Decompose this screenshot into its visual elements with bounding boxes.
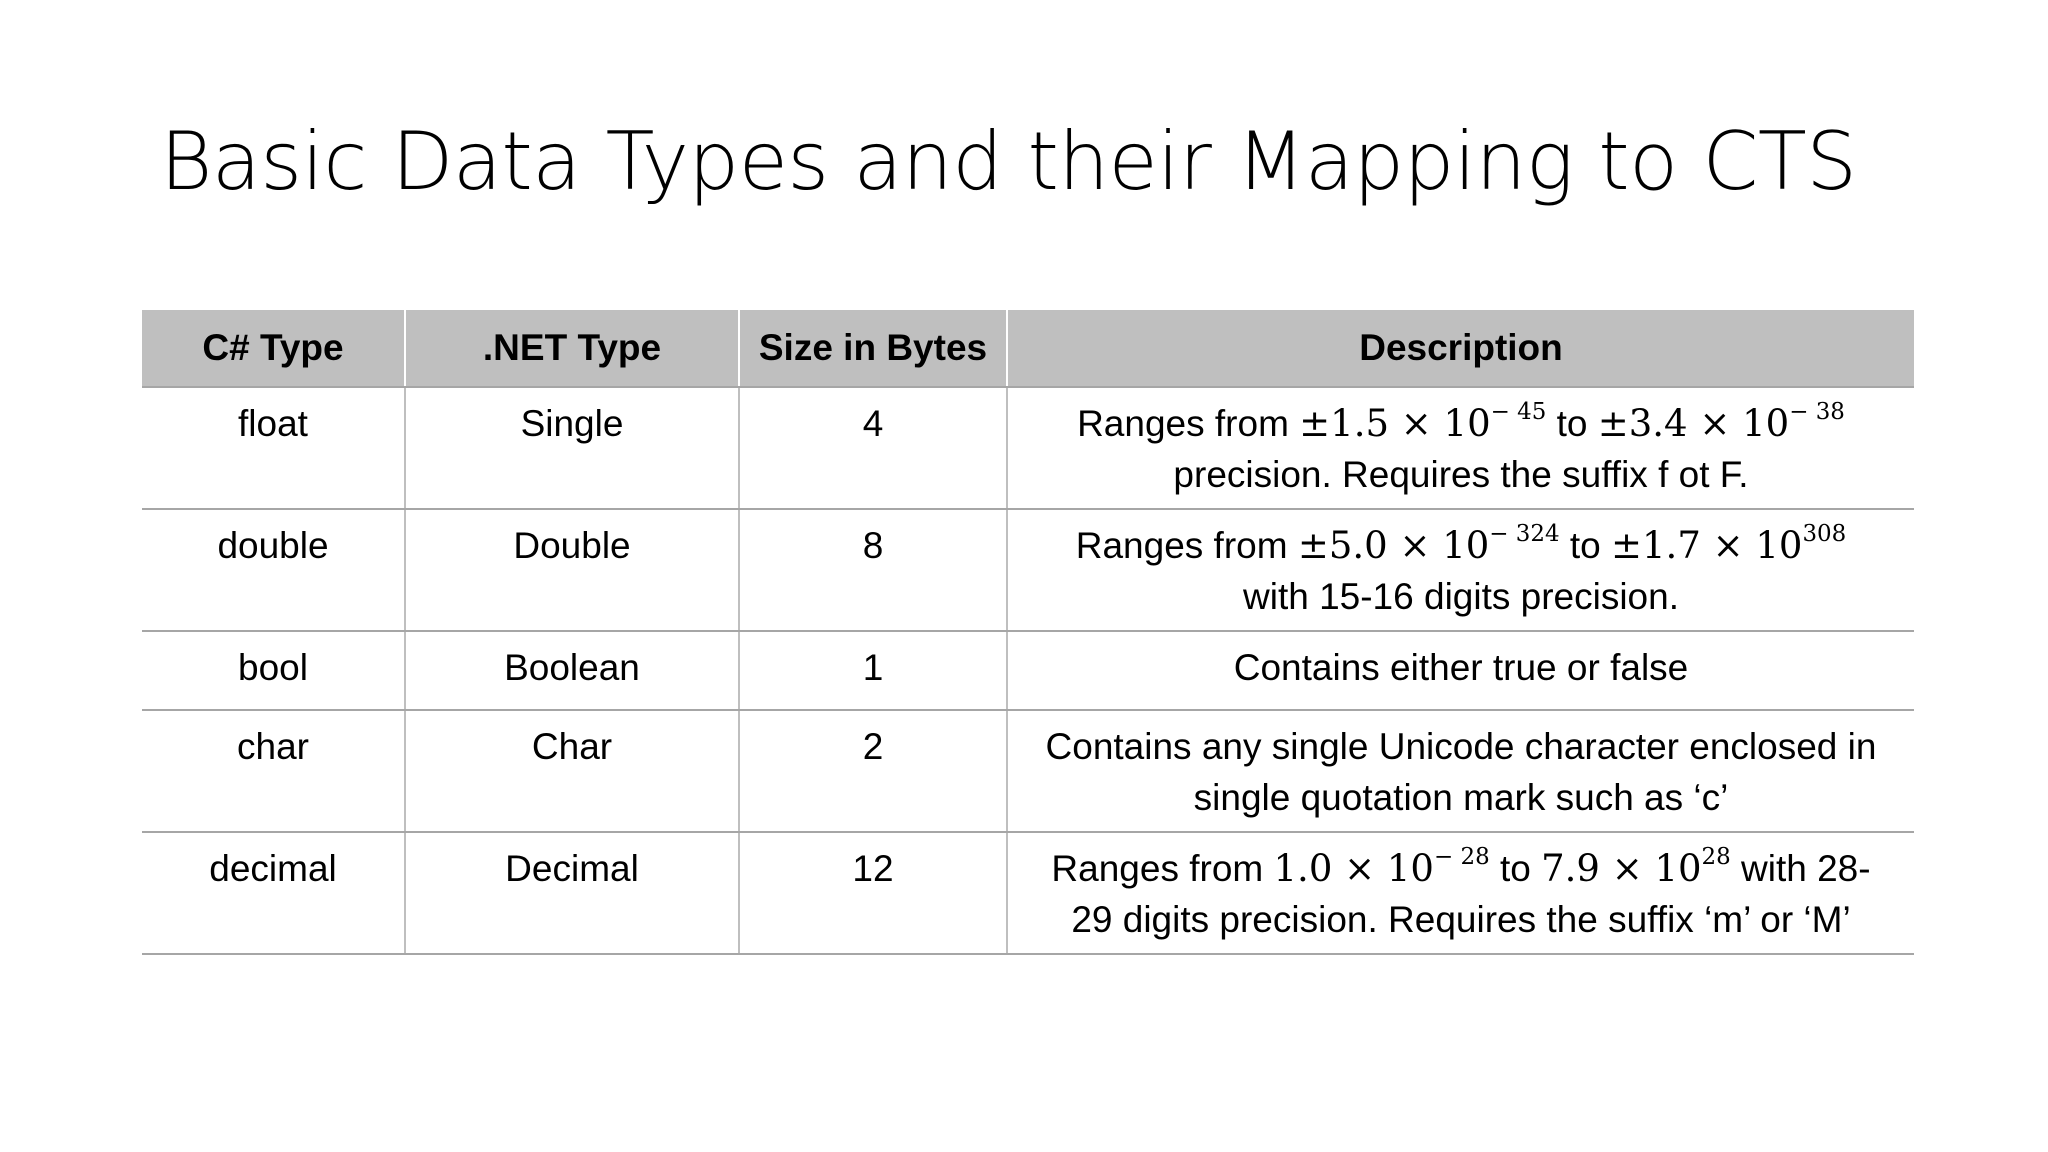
cell-csharp-type: bool xyxy=(142,631,405,710)
table-row xyxy=(142,710,1914,832)
cell-net-type: Single xyxy=(405,387,739,509)
cell-net-type: Boolean xyxy=(405,631,739,710)
cell-size: 12 xyxy=(739,832,1007,954)
header-net-type: .NET Type xyxy=(405,310,739,387)
cell-description xyxy=(1007,509,1914,631)
cell-description xyxy=(1007,387,1914,509)
cell-description xyxy=(1007,710,1914,832)
desc-text: Ranges from xyxy=(1051,848,1274,889)
cell-csharp-type: char xyxy=(142,710,405,832)
slide-title: Basic Data Types and their Mapping to CTS xyxy=(160,115,1857,208)
cell-description: Contains either true or false xyxy=(1007,631,1914,710)
cell-size: 4 xyxy=(739,387,1007,509)
header-size-in-bytes: Size in Bytes xyxy=(739,310,1007,387)
desc-math-max: $\pm 1.7 \times 10^{308}$ xyxy=(1611,520,1847,567)
header-csharp-type: C# Type xyxy=(142,310,405,387)
table-row xyxy=(142,387,1914,509)
cell-net-type: Char xyxy=(405,710,739,832)
cell-net-type: Decimal xyxy=(405,832,739,954)
desc-text: to xyxy=(1559,525,1612,566)
header-description: Description xyxy=(1007,310,1914,387)
cell-description xyxy=(1007,832,1914,954)
table-header-row xyxy=(142,310,1914,387)
desc-math-min: $\pm 5.0 \times 10^{- 324}$ xyxy=(1297,520,1560,567)
desc-text: with 28- xyxy=(1730,848,1871,889)
desc-line-2: 29 digits precision. Requires the suffix ‘m’ or ‘M’ xyxy=(1071,899,1851,940)
desc-line-1: Contains any single Unicode character enclosed in xyxy=(1045,726,1877,767)
table-row xyxy=(142,631,1914,710)
cell-csharp-type: double xyxy=(142,509,405,631)
cell-csharp-type: float xyxy=(142,387,405,509)
cell-net-type: Double xyxy=(405,509,739,631)
desc-line-2: precision. Requires the suffix f ot F. xyxy=(1173,454,1749,495)
desc-line-2: single quotation mark such as ‘c’ xyxy=(1193,777,1729,818)
desc-math-max: $7.9 \times 10^{28}$ xyxy=(1541,843,1731,890)
desc-line-2: with 15-16 digits precision. xyxy=(1243,576,1679,617)
cell-size: 8 xyxy=(739,509,1007,631)
data-types-table-container xyxy=(142,310,1914,955)
table-row xyxy=(142,509,1914,631)
desc-text: to xyxy=(1489,848,1542,889)
desc-math-min: $1.0 \times 10^{- 28}$ xyxy=(1273,843,1490,890)
desc-math-min: $\pm 1.5 \times 10^{- 45}$ xyxy=(1299,398,1547,445)
cell-size: 1 xyxy=(739,631,1007,710)
desc-text: Ranges from xyxy=(1075,525,1298,566)
cell-csharp-type: decimal xyxy=(142,832,405,954)
desc-text: to xyxy=(1546,403,1598,444)
desc-math-max: $\pm 3.4 \times 10^{- 38}$ xyxy=(1597,398,1845,445)
desc-text: Ranges from xyxy=(1077,403,1300,444)
table-row xyxy=(142,832,1914,954)
data-types-table xyxy=(142,310,1914,955)
cell-size: 2 xyxy=(739,710,1007,832)
